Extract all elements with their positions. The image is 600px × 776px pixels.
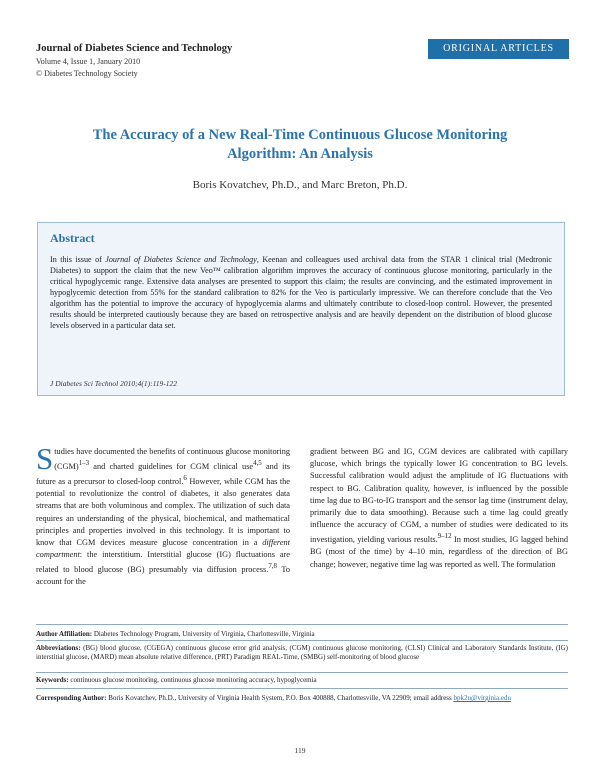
abbreviations (36, 644, 568, 662)
citation: J Diabetes Sci Technol 2010;4(1):119-122 (50, 379, 178, 388)
footer-divider (36, 688, 568, 689)
col1-text-d: However, while CGM has the potential to revolutionize the control of diabetes, it also generates data streams that are both voluminous and complex. The utilization of such data requires an understanding of the physical, biochemical, and mathematical principles and properties involved in this technology. It is important to know that CGM devices measure glucose concentration in a (36, 476, 290, 547)
col1-text-e: : the interstitium. Interstitial glucose (IG) fluctuations are related to blood glucose (BG) presumably via diffusion process. (36, 550, 290, 575)
footer-divider (36, 624, 568, 625)
col2-text-b: In most studies, IG lagged behind BG (most of the time) by 4–10 min, regardless of the direction of BG change; however, negative time lag was reported as well. The formulation (310, 535, 568, 569)
corr-email-link[interactable]: bpk2u@virginia.edu (453, 694, 511, 702)
col2-text-a: gradient between BG and IG, CGM devices are calibrated with capillary glucose, which brings the typically lower IG concentration to BG levels. Successful calibration would adjust the amplitude of IG fluctuations with respect to BG. Calibration quality, however, is influenced by the possible time lag due to BG-to-IG transport and the sensor lag time (instrument delay, primarily due to data smoothing). Because such a time lag could greatly influence the accuracy of CGM, a number of studies were dedicated to its investigation, yielding various results. (310, 447, 568, 545)
page-number: 119 (294, 746, 306, 755)
keywords (36, 676, 568, 684)
article-title (30, 126, 570, 164)
aff-text: Diabetes Technology Program, University of Virginia, Charlottesville, Virginia (92, 630, 315, 638)
col1-text-b: and charted guidelines for CGM clinical use (89, 461, 254, 471)
kw-text: continuous glucose monitoring, continuous glucose monitoring accuracy, hypoglycemia (68, 676, 317, 684)
journal-volume: Volume 4, Issue 1, January 2010 (36, 57, 141, 66)
drop-cap: S (36, 441, 54, 476)
abbr-text: (BG) blood glucose, (CGEGA) continuous glucose error grid analysis, (CGM) continuous glucose monitoring, (CLSI) Clinical and Laboratory Standards Institute, (IG) interstitial glucose, (MARD) mean absolute relative difference, (PRT) Paradigm REAL-Time, (SMBG) self-monitoring of blood glucose (36, 644, 568, 661)
abbr-label: Abbreviations: (36, 644, 81, 652)
corresponding-author (36, 694, 568, 703)
author-affiliation (36, 630, 568, 638)
title-line-2: Algorithm: An Analysis (227, 146, 373, 162)
aff-label: Author Affiliation: (36, 630, 93, 638)
corr-label: Corresponding Author: (36, 694, 107, 702)
footer-divider (36, 640, 568, 641)
abstract-heading: Abstract (50, 231, 95, 245)
corr-text: Boris Kovatchev, Ph.D., University of Virginia Health System, P.O. Box 400888, Charlottesville, VA 22909; email address (106, 694, 454, 702)
ref-sup: 4,5 (253, 460, 262, 468)
journal-copyright: © Diabetes Technology Society (36, 69, 138, 78)
journal-name: Journal of Diabetes Science and Technology (36, 43, 233, 54)
body-column-left (36, 441, 291, 589)
article-type-badge: ORIGINAL ARTICLES (428, 39, 569, 59)
col1-text-a: tudies have documented the benefits of continuous glucose monitoring (CGM) (54, 447, 290, 471)
ref-sup: 9–12 (437, 533, 452, 541)
footer-divider (36, 672, 568, 673)
author-list: Boris Kovatchev, Ph.D., and Marc Breton, Ph.D. (192, 179, 408, 191)
ref-sup: 1–3 (78, 460, 90, 468)
title-line-1: The Accuracy of a New Real-Time Continuous Glucose Monitoring (92, 127, 508, 143)
abstract-text (50, 254, 552, 331)
body-column-right (310, 446, 568, 571)
abstract-journal-name: Journal of Diabetes Science and Technology (105, 255, 257, 264)
abstract-part-2: , Keenan and colleagues used archival data from the STAR 1 clinical trial (Medtronic Diabetes) to support the claim that the new Veo™ calibration algorithm improves the accuracy of continuous glucose monitoring, particularly in the critical hypoglycemic range. Extensive data analyses are presented to support this claim; the results are convincing, and the estimated improvement in hypoglycemic detection from 55% for the standard calibration to 82% for the Veo is particularly impressive. We can therefore conclude that the Veo algorithm has the potential to improve the accuracy of hypoglycemia alarms and ultimately contribute to closed-loop control. However, the presented results should be interpreted cautiously because they are based on retrospective analysis and are heavily dependent on the distribution of blood glucose levels observed in a particular data set. (50, 255, 553, 330)
col1-text-c: and its future as a precursor to closed-loop control. (36, 461, 290, 486)
ref-sup: 7,8 (268, 563, 277, 571)
col1-text-f: To account for the (36, 565, 291, 587)
abstract-part-1: In this issue of (50, 255, 106, 264)
kw-label: Keywords: (36, 676, 69, 684)
ref-sup: 6 (183, 475, 187, 483)
col1-emphasis: different compartment (36, 537, 290, 560)
